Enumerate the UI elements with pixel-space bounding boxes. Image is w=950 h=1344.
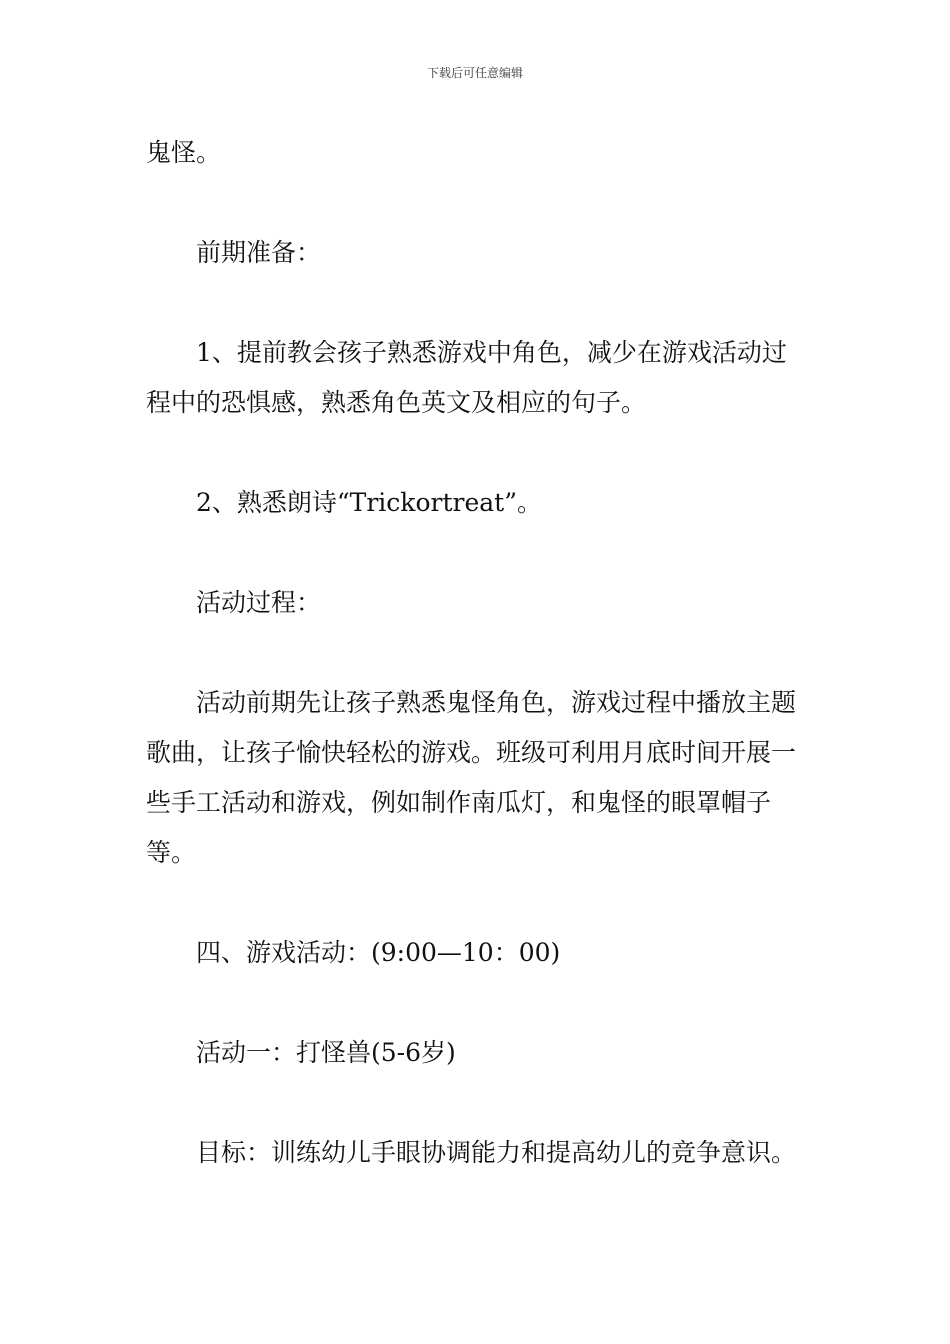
section-heading-process: 活动过程： <box>196 588 322 617</box>
activity-one-goal: 目标：训练幼儿手眼协调能力和提高幼儿的竞争意识。 <box>196 1138 797 1167</box>
paragraph-gap <box>146 978 808 1028</box>
preparation-item-2: 2、熟悉朗诗“Trickortreat”。 <box>196 488 542 517</box>
paragraph-gap <box>146 528 808 578</box>
process-description: 活动前期先让孩子熟悉鬼怪角色，游戏过程中播放主题歌曲，让孩子愉快轻松的游戏。班级可利用月底时间开展一些手工活动和游戏，例如制作南瓜灯，和鬼怪的眼罩帽子等。 <box>146 688 797 867</box>
page-header: 下载后可任意编辑 <box>426 66 523 80</box>
paragraph-continuation: 鬼怪。 <box>146 138 222 167</box>
activity-one-title: 活动一：打怪兽(5-6岁) <box>196 1038 456 1067</box>
document-body <box>146 128 808 1178</box>
paragraph-gap <box>146 628 808 678</box>
paragraph-gap <box>146 1078 808 1128</box>
section-heading-game-activities: 四、游戏活动：(9:00—10：00) <box>196 938 561 967</box>
paragraph-gap <box>146 428 808 478</box>
paragraph-gap <box>146 278 808 328</box>
paragraph-gap <box>146 878 808 928</box>
preparation-item-1: 1、提前教会孩子熟悉游戏中角色，减少在游戏活动过程中的恐惧感，熟悉角色英文及相应的句子。 <box>146 338 787 417</box>
section-heading-preparation: 前期准备： <box>196 238 322 267</box>
paragraph-gap <box>146 178 808 228</box>
